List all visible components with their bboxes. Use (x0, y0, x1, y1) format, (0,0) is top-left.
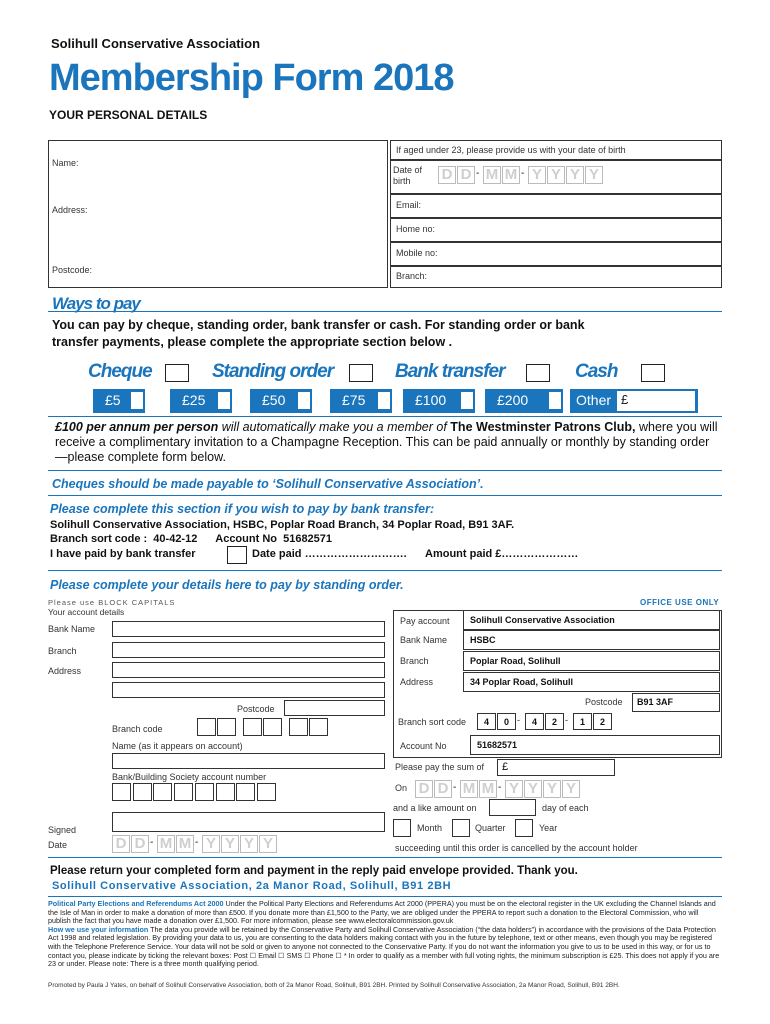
amount-25-label: £25 (182, 392, 206, 408)
transfer-paid-label: I have paid by bank transfer (50, 548, 196, 560)
date-digit-cell[interactable]: D (131, 835, 149, 853)
date-digit-cell[interactable]: M (502, 166, 520, 184)
transfer-amount-paid[interactable]: Amount paid £………………… (425, 548, 579, 560)
branch-code-cell[interactable] (309, 718, 328, 736)
branch-code-cell[interactable] (197, 718, 216, 736)
date-digit-cell[interactable]: Y (528, 166, 546, 184)
office-address-value: 34 Poplar Road, Solihull (463, 672, 720, 692)
return-address: Solihull Conservative Association, 2a Manor Road, Solihull, B91 2BH (52, 880, 452, 892)
office-pay-acct-value: Solihull Conservative Association (463, 610, 720, 630)
branch-code-cell[interactable] (263, 718, 282, 736)
bank-transfer-checkbox[interactable] (526, 364, 550, 382)
date-digit-cell[interactable]: Y (547, 166, 565, 184)
so-month-checkbox[interactable] (393, 819, 411, 837)
date-digit-cell[interactable]: D (415, 780, 433, 798)
cheque-checkbox[interactable] (165, 364, 189, 382)
so-on-label: On (395, 783, 408, 793)
so-caps: Please use BLOCK CAPITALS (48, 598, 176, 607)
email-label: Email: (396, 200, 422, 210)
so-quarter-checkbox[interactable] (452, 819, 470, 837)
transfer-sort: Branch sort code : 40-42-12 Account No 51682571 (50, 533, 333, 545)
address-label: Address: (52, 205, 88, 215)
so-heading: Please complete your details here to pay by standing order. (50, 578, 404, 592)
sort-separator: - (565, 715, 568, 725)
date-digit-cell[interactable]: Y (585, 166, 603, 184)
date-digit-cell[interactable]: M (483, 166, 501, 184)
patrons-amount: £100 per annum per person (55, 420, 219, 434)
cash-checkbox[interactable] (641, 364, 665, 382)
account-number-cell[interactable] (195, 783, 214, 801)
account-number-cell[interactable] (236, 783, 255, 801)
home-field[interactable] (390, 218, 722, 242)
amount-200[interactable] (485, 389, 563, 413)
date-separator: - (453, 782, 457, 793)
amount-200-label: £200 (497, 392, 529, 408)
home-label: Home no: (396, 224, 436, 234)
so-address-input-2[interactable] (112, 682, 385, 698)
transfer-details: Solihull Conservative Association, HSBC, Poplar Road Branch, 34 Poplar Road, B91 3AF. (50, 519, 515, 531)
other-amount-input[interactable]: £ (617, 391, 695, 411)
info-text: The data you provide will be retained by the Conservative Party and Solihull Conservative Association (“the data holders”) in accordance with the provisions of the Data Protection Act 1998 and related legislation. By providing your data to us, you are consenting to the data holders making contact with you in the future by telephone, text or other means, even though you may be registered with the Telephone Preference Service. Your data will not be sold or given to anyone not connected to the Conservative Party. If you do not want the information you give to us to be used in this way, or for us to contact you, please indicate by ticking the relevant boxes: Post ☐ Email ☐ SMS ☐ Phone ☐ * In order to qualify as a member with full voting rights, the minimum subscription is £25. This does not apply if you are 23 or under. Please note: There is a three month qualifying period. (48, 924, 720, 969)
so-postcode-input[interactable] (284, 700, 385, 716)
amount-other-label: Other (576, 392, 612, 408)
so-branch-input-1[interactable] (112, 642, 385, 658)
patrons-text-b: where you will receive a complimentary invitation to a Champagne Reception. This can be paid annually or monthly by standing order—please complete form below. (55, 420, 718, 464)
dob-label-2: birth (393, 176, 411, 186)
so-date-label: Date (48, 840, 68, 850)
return-note: Please return your completed form and payment in the reply paid envelope provided. Thank you. (50, 865, 578, 877)
so-alike-label: and a like amount on (393, 803, 477, 813)
personal-details-left (48, 140, 388, 288)
so-acct-no-label: Bank/Building Society account number (112, 772, 267, 782)
so-bank-label: Bank Name (48, 624, 96, 634)
sort-digit: 2 (545, 713, 564, 730)
so-year-checkbox[interactable] (515, 819, 533, 837)
account-number-cell[interactable] (174, 783, 193, 801)
office-bank-name-label: Bank Name (400, 635, 448, 645)
date-digit-cell[interactable]: D (457, 166, 475, 184)
patrons-text-a: will automatically make you a member of (218, 420, 451, 434)
office-pay-acct-label: Pay account (400, 616, 450, 626)
amount-5-label: £5 (105, 392, 121, 408)
promoted-by: Promoted by Paula J Yates, on behalf of Solihull Conservative Association, both of 2a Manor Road, Solihull, B91 2BH. Printed by Solihull Conservative Association, 2a Manor Road, Solihull, B91 2BH. (48, 982, 620, 989)
so-bank-input[interactable] (112, 621, 385, 637)
office-address-label: Address (400, 677, 434, 687)
patrons-club: The Westminster Patrons Club, (450, 420, 636, 434)
date-separator: - (521, 168, 525, 179)
age-note: If aged under 23, please provide us with your date of birth (396, 145, 626, 155)
date-digit-cell[interactable]: M (176, 835, 194, 853)
so-until-label: succeeding until this order is cancelled by the account holder (395, 843, 638, 853)
date-digit-cell[interactable]: Y (505, 780, 523, 798)
so-branch-code-label: Branch code (112, 724, 163, 734)
so-postcode-label: Postcode (237, 704, 275, 714)
standing-order-label: Standing order (212, 361, 334, 382)
branch-code-cell[interactable] (217, 718, 236, 736)
branch-code-cell[interactable] (243, 718, 262, 736)
sort-digit: 4 (477, 713, 496, 730)
amount-50[interactable] (250, 389, 312, 413)
date-digit-cell[interactable]: Y (259, 835, 277, 853)
date-digit-cell[interactable]: Y (562, 780, 580, 798)
so-sum-label: Please pay the sum of (395, 762, 485, 772)
amount-100[interactable] (403, 389, 475, 413)
name-label: Name: (52, 158, 79, 168)
date-digit-cell[interactable]: Y (566, 166, 584, 184)
office-bank-name-value: HSBC (463, 630, 720, 650)
date-digit-cell[interactable]: M (460, 780, 478, 798)
date-digit-cell[interactable]: D (112, 835, 130, 853)
so-signed-label: Signed (48, 825, 77, 835)
so-name-as-label: Name (as it appears on account) (112, 741, 243, 751)
legal-text (48, 900, 722, 969)
dob-label: Date of (393, 165, 423, 175)
sort-digit: 2 (593, 713, 612, 730)
amount-25[interactable] (170, 389, 232, 413)
bank-transfer-label: Bank transfer (395, 361, 505, 382)
transfer-date-paid[interactable]: Date paid ………………………. (252, 548, 407, 560)
so-name-input[interactable] (112, 753, 385, 769)
office-acc-label: Account No (400, 741, 447, 751)
date-digit-cell[interactable]: D (438, 166, 456, 184)
ppera-text: Under the Political Party Elections and Referendums Act 2000 (PPERA) you must be on the electoral register in the UK excluding the Channel Islands and the Isle of Man in order to make a donation of more than £500. If you donate more than £1,500 to the Party, we are obliged under the PPERA to report such a donation to the Electoral Commission, who will publish the fact that you have made a donation over £1,500. For more information, please see www.electoralcommission.gov.uk (48, 899, 716, 926)
office-branch-value: Poplar Road, Solihull (463, 651, 720, 671)
amount-75-label: £75 (342, 392, 366, 408)
sort-separator: - (517, 715, 520, 725)
so-acct: Your account details (48, 607, 125, 617)
so-branch-label: Branch (48, 646, 77, 656)
office-postcode-label: Postcode (585, 697, 623, 707)
mobile-label: Mobile no: (396, 248, 438, 258)
so-sum-input[interactable]: £ (497, 759, 615, 776)
branch-field[interactable] (390, 266, 722, 288)
date-digit-cell[interactable]: M (157, 835, 175, 853)
sort-digit: 4 (525, 713, 544, 730)
sort-digit: 0 (497, 713, 516, 730)
account-number-cell[interactable] (153, 783, 172, 801)
date-separator: - (476, 168, 480, 179)
amount-50-label: £50 (262, 392, 286, 408)
so-year-label: Year (539, 823, 558, 833)
cheques-note: Cheques should be made payable to ‘Solihull Conservative Association’. (52, 477, 484, 491)
page-title: Membership Form 2018 (49, 57, 454, 99)
date-digit-cell[interactable]: Y (202, 835, 220, 853)
account-number-cell[interactable] (257, 783, 276, 801)
date-digit-cell[interactable]: Y (240, 835, 258, 853)
amount-75[interactable] (330, 389, 392, 413)
office-use-label: OFFICE USE ONLY (640, 598, 720, 607)
date-digit-cell[interactable]: Y (524, 780, 542, 798)
so-signature-input[interactable] (112, 812, 385, 832)
sort-digit: 1 (573, 713, 592, 730)
info-title: How we use your information (48, 924, 149, 934)
section-heading: YOUR PERSONAL DETAILS (49, 108, 208, 122)
branch-label: Branch: (396, 271, 428, 281)
date-separator: - (150, 837, 154, 848)
date-digit-cell[interactable]: Y (543, 780, 561, 798)
amount-other[interactable] (570, 389, 698, 413)
email-field[interactable] (390, 194, 722, 218)
account-number-cell[interactable] (216, 783, 235, 801)
so-month-label: Month (417, 823, 443, 833)
transfer-paid-checkbox[interactable] (227, 546, 247, 564)
ways-to-pay-heading: Ways to pay (52, 294, 140, 313)
date-digit-cell[interactable]: M (479, 780, 497, 798)
so-address-label: Address (48, 666, 82, 676)
pay-intro-2: transfer payments, please complete the appropriate section below . (52, 335, 453, 349)
account-number-cell[interactable] (112, 783, 131, 801)
patrons-text (55, 420, 720, 465)
cheque-label: Cheque (88, 361, 152, 382)
mobile-field[interactable] (390, 242, 722, 266)
amount-5[interactable] (93, 389, 145, 413)
standing-order-checkbox[interactable] (349, 364, 373, 382)
office-postcode-value: B91 3AF (632, 693, 720, 712)
org-name: Solihull Conservative Association (51, 36, 261, 51)
amount-100-label: £100 (415, 392, 447, 408)
date-digit-cell[interactable]: D (434, 780, 452, 798)
office-acc-value: 51682571 (470, 735, 720, 755)
ppera-title: Political Party Elections and Referendums Act 2000 (48, 899, 224, 908)
postcode-label: Postcode: (52, 265, 93, 275)
branch-code-cell[interactable] (289, 718, 308, 736)
so-day-input[interactable] (489, 799, 536, 816)
office-branch-label: Branch (400, 656, 429, 666)
cash-label: Cash (575, 361, 618, 382)
office-sort-label: Branch sort code (398, 717, 467, 727)
account-number-cell[interactable] (133, 783, 152, 801)
date-separator: - (195, 837, 199, 848)
so-address-input-1[interactable] (112, 662, 385, 678)
pay-intro-1: You can pay by cheque, standing order, bank transfer or cash. For standing order or bank (52, 318, 585, 332)
so-quarter-label: Quarter (475, 823, 506, 833)
so-day-of-label: day of each (542, 803, 589, 813)
date-separator: - (498, 782, 502, 793)
transfer-heading: Please complete this section if you wish to pay by bank transfer: (50, 502, 435, 516)
date-digit-cell[interactable]: Y (221, 835, 239, 853)
